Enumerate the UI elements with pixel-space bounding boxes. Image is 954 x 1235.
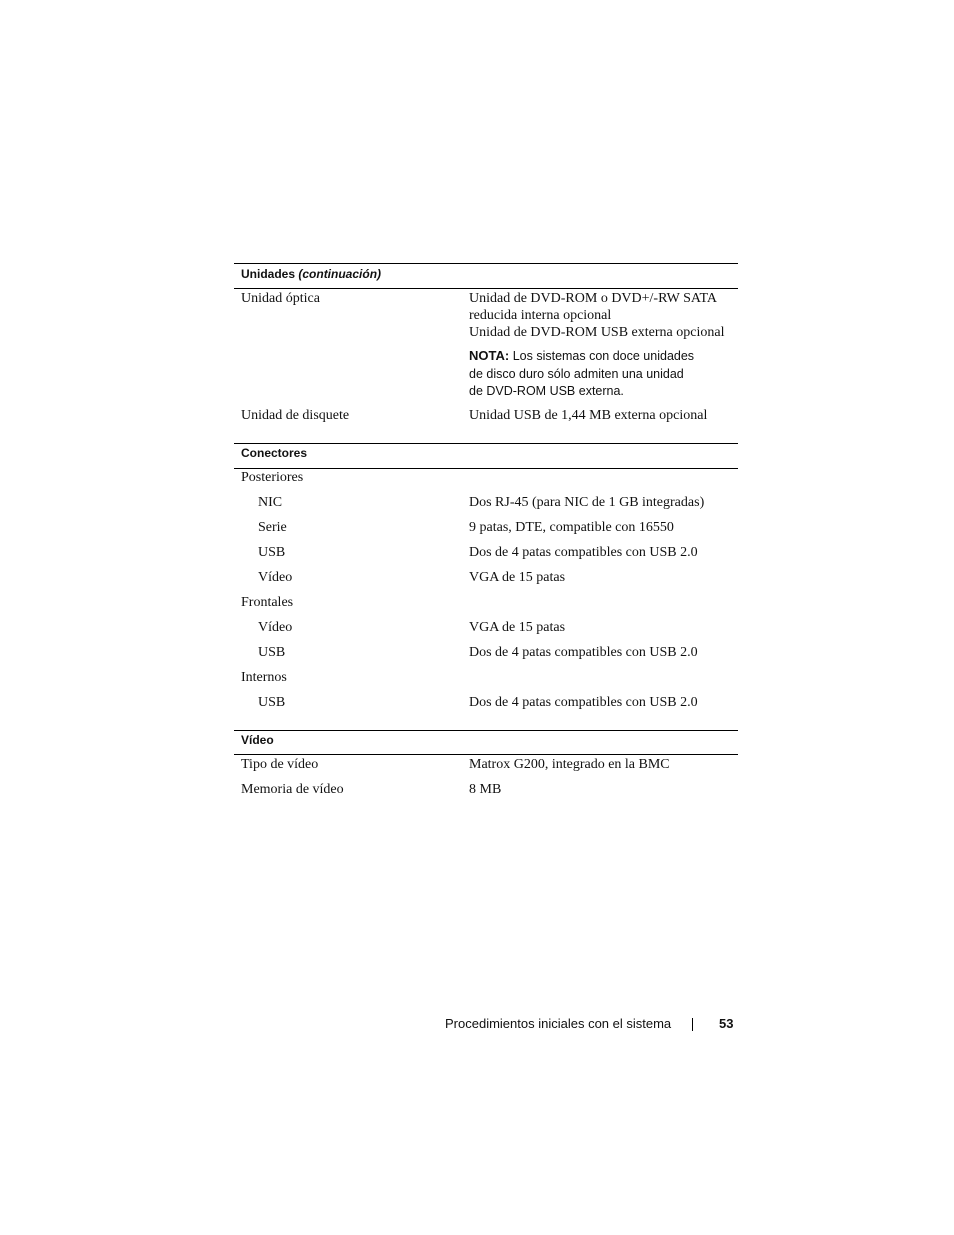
section-title: Unidades — [241, 267, 296, 281]
group-label: Posteriores — [241, 470, 304, 485]
row-label: Memoria de vídeo — [241, 782, 344, 797]
row-value-line: Unidad de DVD-ROM USB externa opcional — [469, 325, 725, 340]
row-label: USB — [258, 695, 286, 710]
section-header-rule — [234, 754, 738, 755]
section-top-rule — [234, 730, 738, 731]
row-value: Dos de 4 patas compatibles con USB 2.0 — [469, 695, 698, 710]
table-top-rule — [234, 263, 738, 264]
row-label: USB — [258, 645, 286, 660]
row-label: Tipo de vídeo — [241, 757, 319, 772]
row-value: 8 MB — [469, 782, 502, 797]
row-value-line: reducida interna opcional — [469, 308, 612, 323]
row-value: Matrox G200, integrado en la BMC — [469, 757, 670, 772]
note-line — [469, 347, 694, 366]
section-header-video: Vídeo — [241, 733, 274, 747]
row-value: Dos de 4 patas compatibles con USB 2.0 — [469, 645, 698, 660]
row-label: Unidad de disquete — [241, 408, 350, 423]
note-block — [469, 347, 694, 401]
row-value: VGA de 15 patas — [469, 620, 566, 635]
row-value: Unidad USB de 1,44 MB externa opcional — [469, 408, 708, 423]
row-value: Dos RJ-45 (para NIC de 1 GB integradas) — [469, 495, 705, 510]
section-header-conectores: Conectores — [241, 446, 308, 460]
row-label: Serie — [258, 520, 287, 535]
footer-chapter-title: Procedimientos iniciales con el sistema — [445, 1016, 672, 1031]
row-value-line: Unidad de DVD-ROM o DVD+/-RW SATA — [469, 291, 718, 306]
row-label: Vídeo — [258, 620, 293, 635]
note-prefix: NOTA: — [469, 348, 510, 363]
page-number: 53 — [719, 1016, 734, 1031]
note-line: de disco duro sólo admiten una unidad — [469, 366, 684, 381]
group-label: Frontales — [241, 595, 294, 610]
row-value: 9 patas, DTE, compatible con 16550 — [469, 520, 674, 535]
section-header-rule — [234, 468, 738, 469]
group-label: Internos — [241, 670, 287, 685]
row-value: VGA de 15 patas — [469, 570, 566, 585]
section-top-rule — [234, 443, 738, 444]
row-label: NIC — [258, 495, 283, 510]
row-label: Unidad óptica — [241, 291, 320, 306]
note-line: de DVD-ROM USB externa. — [469, 384, 624, 398]
row-label: Vídeo — [258, 570, 293, 585]
note-text: Los sistemas con doce unidades — [512, 349, 695, 363]
row-value: Dos de 4 patas compatibles con USB 2.0 — [469, 545, 698, 560]
footer-separator — [692, 1018, 693, 1031]
section-header-unidades — [241, 267, 381, 281]
section-title-suffix: (continuación) — [298, 267, 382, 281]
row-label: USB — [258, 545, 286, 560]
section-header-rule — [234, 288, 738, 289]
